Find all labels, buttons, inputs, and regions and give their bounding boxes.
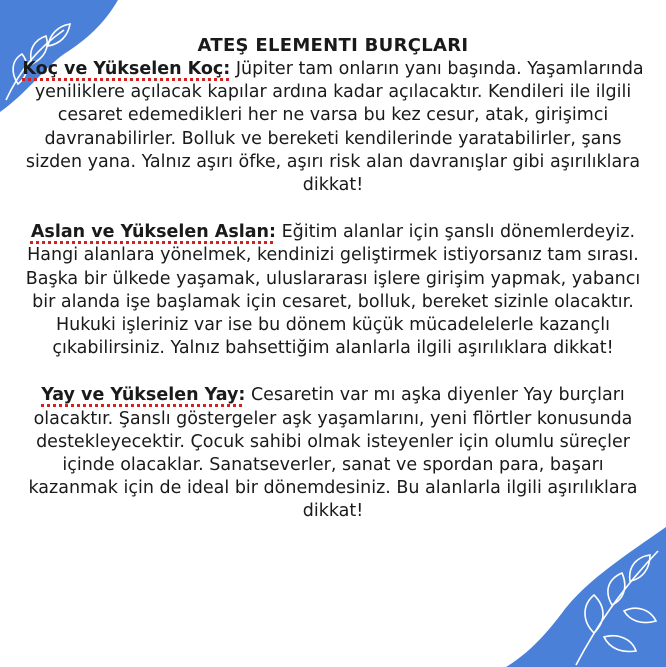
section-koc <box>16 58 650 197</box>
page-title: ATEŞ ELEMENTI BURÇLARI <box>197 35 469 56</box>
document-body <box>16 34 650 548</box>
section-text: Jüpiter tam onların yanı başında. Yaşamlarında yeniliklere açılacak kapılar ardına kadar açılacaktır. Kendileri ile ilgili cesaret edemedikleri her ne varsa bu kez cesur, atak, girişimci davranabilirler. Bolluk ve bereketi kendilerinde yaratabilirler, şans sizden yana. Yalnız aşırı öfke, aşırı risk alan davranışlar gibi aşırılıklara dikkat! <box>25 59 644 196</box>
section-text: Eğitim alanlar için şanslı dönemlerdeyiz. Hangi alanlara yönelmek, kendinizi geliştirmek istiyorsanız tam sırası. Başka bir ülkede yaşamak, uluslararası işlere girişim yapmak, yabancı bir alanda işe başlamak için cesaret, bolluk, bereket sizinle olacaktır. Hukuki işleriniz var ise bu dönem küçük mücadelelerle kazançlı çıkabilirsiniz. Yalnız bahsettiğim alanlarla ilgili aşırılıklara dikkat! <box>25 222 641 359</box>
section-text: Cesaretin var mı aşka diyenler Yay burçları olacaktır. Şanslı göstergeler aşk yaşamlarını, yeni flörtler konusunda destekleyecektir. Çocuk sahibi olmak isteyenler için olumlu süreçler içinde olacaklar. Sanatseverler, sanat ve spordan para, başarı kazanmak için de ideal bir dönemdesiniz. Bu alanlarla ilgili aşırılıklara dikkat! <box>28 385 638 522</box>
section-aslan <box>16 221 650 360</box>
section-yay <box>16 384 650 523</box>
section-heading: Yay ve Yükselen Yay: <box>41 385 246 406</box>
section-heading: Aslan ve Yükselen Aslan: <box>30 222 277 243</box>
section-heading: Koç ve Yükselen Koç: <box>22 59 231 79</box>
